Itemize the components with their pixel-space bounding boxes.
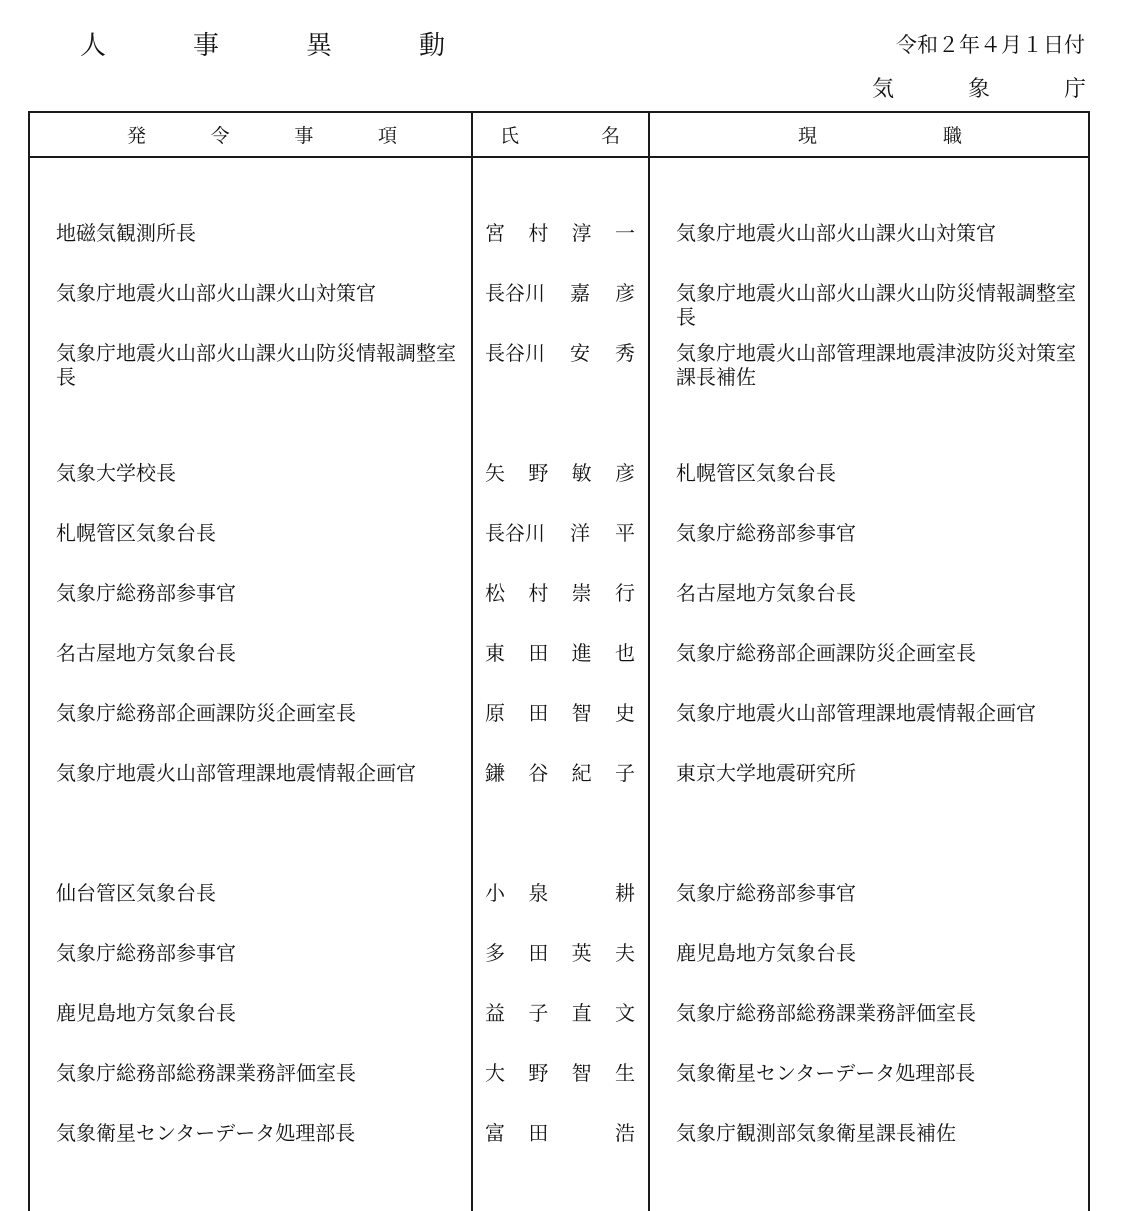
- effective-date: 令和２年４月１日付: [896, 33, 1085, 57]
- title-char: 人: [80, 31, 107, 61]
- name-part: [572, 881, 592, 905]
- person-name: [485, 881, 635, 905]
- name-part: 智: [571, 701, 592, 725]
- name-part: 松: [485, 581, 505, 605]
- new-post: 気象衛星センターデータ処理部長: [56, 1121, 356, 1145]
- name-part: 田: [528, 641, 549, 665]
- person-name: [485, 281, 635, 305]
- current-post: 気象庁地震火山部火山課火山防災情報調整室長: [676, 281, 1076, 329]
- name-part: 嘉: [570, 281, 590, 305]
- name-part: 田: [528, 701, 549, 725]
- title-char: 事: [192, 31, 219, 61]
- name-part: 史: [614, 701, 635, 725]
- current-post: 気象庁地震火山部火山課火山対策官: [676, 221, 996, 245]
- agency-char: 庁: [1063, 77, 1086, 102]
- header-char: 職: [942, 125, 962, 147]
- current-post: 気象庁総務部参事官: [676, 881, 856, 905]
- header-char: 名: [600, 125, 620, 147]
- new-post: 気象庁総務部企画課防災企画室長: [56, 701, 356, 725]
- header-char: 令: [210, 125, 230, 147]
- name-part: 敏: [571, 461, 592, 485]
- name-part: 泉: [528, 881, 549, 905]
- new-post: 気象庁地震火山部火山課火山防災情報調整室長: [56, 341, 456, 389]
- header-char: 事: [294, 125, 314, 147]
- current-post: 気象庁地震火山部管理課地震津波防災対策室課長補佐: [676, 341, 1076, 389]
- name-part: 洋: [570, 521, 590, 545]
- name-part: 平: [615, 521, 635, 545]
- name-part: [572, 1121, 592, 1145]
- name-part: 村: [528, 581, 549, 605]
- name-part: 英: [571, 941, 592, 965]
- personnel-table: [28, 111, 1090, 1211]
- new-post: 気象庁総務部総務課業務評価室長: [56, 1061, 356, 1085]
- new-post: 札幌管区気象台長: [56, 521, 216, 545]
- person-name: [485, 1121, 635, 1145]
- current-post: 気象庁総務部総務課業務評価室長: [676, 1001, 976, 1025]
- name-part: 小: [485, 881, 505, 905]
- name-part: 夫: [614, 941, 635, 965]
- name-part: 彦: [614, 461, 635, 485]
- person-name: [485, 701, 635, 725]
- person-name: [485, 221, 635, 245]
- document-title: [80, 26, 445, 66]
- current-post: 気象庁地震火山部管理課地震情報企画官: [676, 701, 1036, 725]
- name-part: 子: [614, 761, 635, 785]
- person-name: [485, 1061, 635, 1085]
- person-name: [485, 461, 635, 485]
- new-post: 鹿児島地方気象台長: [56, 1001, 236, 1025]
- title-char: 異: [305, 31, 332, 61]
- name-part: 生: [614, 1061, 635, 1085]
- current-post: 気象衛星センターデータ処理部長: [676, 1061, 976, 1085]
- new-post: 気象庁総務部参事官: [56, 581, 236, 605]
- name-part: 原: [485, 701, 505, 725]
- name-part: 秀: [615, 341, 635, 365]
- new-post: 気象大学校長: [56, 461, 176, 485]
- current-post: 気象庁総務部企画課防災企画室長: [676, 641, 976, 665]
- new-post: 気象庁総務部参事官: [56, 941, 236, 965]
- name-part: 野: [528, 461, 549, 485]
- person-name: [485, 941, 635, 965]
- column-divider: [471, 113, 473, 1211]
- name-part: 淳: [571, 221, 592, 245]
- name-part: 浩: [614, 1121, 635, 1145]
- person-name: [485, 581, 635, 605]
- name-part: 矢: [485, 461, 505, 485]
- header-new-post: [127, 113, 397, 156]
- person-name: [485, 761, 635, 785]
- person-name: [485, 1001, 635, 1025]
- name-part: 野: [528, 1061, 549, 1085]
- name-part: 一: [614, 221, 635, 245]
- new-post: 気象庁地震火山部管理課地震情報企画官: [56, 761, 416, 785]
- name-part: 田: [528, 941, 549, 965]
- table-header: [30, 113, 1088, 158]
- current-post: 札幌管区気象台長: [676, 461, 836, 485]
- name-part: 紀: [571, 761, 592, 785]
- person-name: [485, 521, 635, 545]
- name-part: 長谷川: [485, 521, 545, 545]
- new-post: 気象庁地震火山部火山課火山対策官: [56, 281, 376, 305]
- name-part: 長谷川: [485, 341, 545, 365]
- current-post: 気象庁総務部参事官: [676, 521, 856, 545]
- name-part: 直: [571, 1001, 592, 1025]
- header-char: 現: [798, 125, 818, 147]
- person-name: [485, 341, 635, 365]
- name-part: 田: [528, 1121, 549, 1145]
- name-part: 安: [570, 341, 590, 365]
- agency-char: 気: [872, 77, 895, 102]
- name-part: 彦: [615, 281, 635, 305]
- header-current-post: [798, 113, 962, 156]
- new-post: 地磁気観測所長: [56, 221, 196, 245]
- current-post: 気象庁観測部気象衛星課長補佐: [676, 1121, 956, 1145]
- name-part: 多: [485, 941, 505, 965]
- current-post: 名古屋地方気象台長: [676, 581, 856, 605]
- name-part: 大: [485, 1061, 505, 1085]
- name-part: 文: [614, 1001, 635, 1025]
- name-part: 進: [571, 641, 592, 665]
- name-part: 也: [614, 641, 635, 665]
- name-part: 智: [571, 1061, 592, 1085]
- header-char: 氏: [500, 125, 520, 147]
- new-post: 名古屋地方気象台長: [56, 641, 236, 665]
- name-part: 耕: [614, 881, 635, 905]
- agency-char: 象: [967, 77, 990, 102]
- name-part: 宮: [485, 221, 505, 245]
- header-char: 発: [127, 125, 147, 147]
- name-part: 長谷川: [485, 281, 545, 305]
- name-part: 行: [614, 581, 635, 605]
- issuing-agency: [872, 74, 1086, 106]
- name-part: 崇: [571, 581, 592, 605]
- name-part: 村: [528, 221, 549, 245]
- name-part: 鎌: [485, 761, 505, 785]
- person-name: [485, 641, 635, 665]
- header-name: [500, 113, 620, 156]
- column-divider: [648, 113, 650, 1211]
- new-post: 仙台管区気象台長: [56, 881, 216, 905]
- current-post: 東京大学地震研究所: [676, 761, 856, 785]
- name-part: 東: [485, 641, 505, 665]
- title-char: 動: [418, 31, 445, 61]
- header-char: 項: [377, 125, 397, 147]
- current-post: 鹿児島地方気象台長: [676, 941, 856, 965]
- name-part: 富: [485, 1121, 505, 1145]
- name-part: 益: [485, 1001, 505, 1025]
- name-part: 子: [528, 1001, 549, 1025]
- name-part: 谷: [528, 761, 549, 785]
